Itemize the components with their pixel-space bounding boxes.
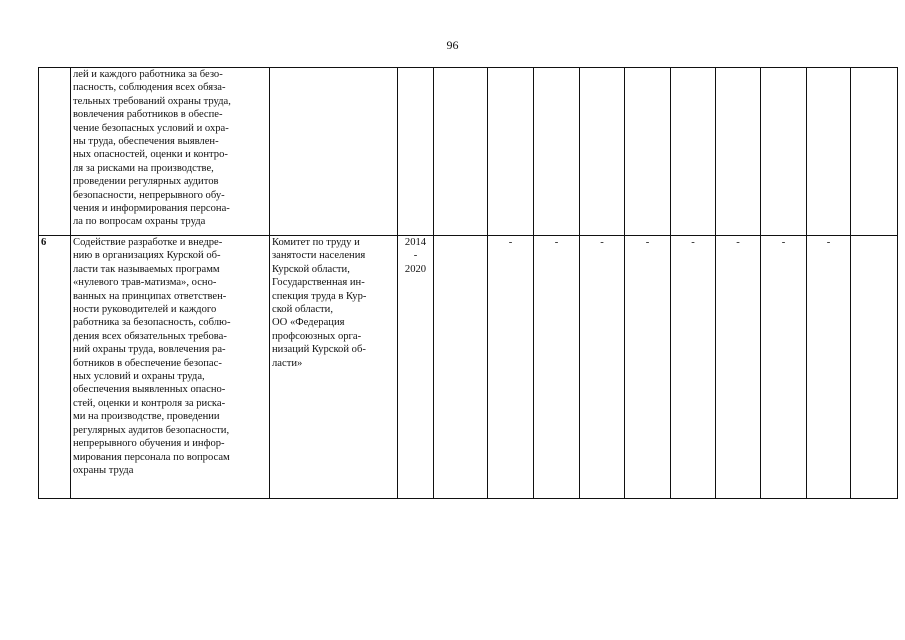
responsible-line: ской области, xyxy=(272,304,333,316)
value-cell xyxy=(534,68,580,236)
value-cell: - xyxy=(580,236,625,499)
measures-table xyxy=(38,67,898,499)
description-line: ля за рисками на производстве, xyxy=(73,162,214,174)
description-line: чение безопасных условий и охра- xyxy=(73,122,229,134)
row-number xyxy=(39,68,71,236)
value-cell: - xyxy=(625,236,671,499)
description-line: нию в организациях Курской об- xyxy=(73,250,221,262)
responsible-executors xyxy=(270,68,398,236)
description-line: ны труда, обеспечения выявлен- xyxy=(73,136,219,148)
description-line: дения всех обязательных требова- xyxy=(73,330,227,342)
description-line: непрерывного обучения и инфор- xyxy=(73,438,225,450)
description-line: ности руководителей и каждого xyxy=(73,304,217,316)
period-line: 2020 xyxy=(404,263,427,275)
value-cell: - xyxy=(671,236,716,499)
description-line: лей и каждого работника за безо- xyxy=(73,69,223,80)
description-line: ных опасностей, оценки и контро- xyxy=(73,149,228,161)
description-line: ний охраны труда, вовлечения ра- xyxy=(73,344,226,356)
page-number: 96 xyxy=(446,38,459,52)
description-line: ботников в обеспечение безопас- xyxy=(73,357,222,369)
implementation-period xyxy=(398,68,434,236)
description-line: работника за безопасность, соблю- xyxy=(73,317,231,329)
description-line: безопасности, непрерывного обу- xyxy=(73,189,225,201)
measure-description xyxy=(71,236,270,499)
responsible-line: ОО «Федерация xyxy=(272,317,345,329)
responsible-line: занятости населения xyxy=(272,250,366,262)
description-line: обеспечения выявленных опасно- xyxy=(73,384,226,396)
value-cell xyxy=(761,68,807,236)
description-line: ми на производстве, проведении xyxy=(73,411,220,423)
responsible-line: профсоюзных орга- xyxy=(272,330,362,342)
value-cell xyxy=(851,68,898,236)
description-line: «нулевого трав-матизма», осно- xyxy=(73,277,217,289)
responsible-line: спекция труда в Кур- xyxy=(272,290,367,302)
responsible-line: Курской области, xyxy=(272,263,350,275)
measure-description xyxy=(71,68,270,236)
description-line: вовлечения работников в обеспе- xyxy=(73,109,223,121)
description-line: чения и информирования персона- xyxy=(73,203,230,215)
description-line: охраны труда xyxy=(73,464,134,476)
value-cell: - xyxy=(761,236,807,499)
value-cell: - xyxy=(488,236,534,499)
value-cell xyxy=(851,236,898,499)
implementation-period xyxy=(398,236,434,499)
description-line: ных условий и охраны труда, xyxy=(73,371,205,383)
description-line: ласти так называемых программ xyxy=(73,263,220,275)
value-cell xyxy=(434,68,488,236)
value-cell: - xyxy=(716,236,761,499)
value-cell xyxy=(625,68,671,236)
responsible-line: Комитет по труду и xyxy=(272,237,360,248)
description-line: ла по вопросам охраны труда xyxy=(73,216,206,228)
responsible-line: низаций Курской об- xyxy=(272,344,366,356)
value-cell: - xyxy=(534,236,580,499)
value-cell xyxy=(488,68,534,236)
description-line: тельных требований охраны труда, xyxy=(73,95,231,107)
value-cell xyxy=(434,236,488,499)
value-cell xyxy=(716,68,761,236)
row-number: 6 xyxy=(39,236,71,499)
period-line: - xyxy=(413,250,418,262)
description-line: пасность, соблюдения всех обяза- xyxy=(73,82,226,94)
description-line: проведении регулярных аудитов xyxy=(73,176,219,188)
period-line: 2014 xyxy=(404,237,427,248)
description-line: Содействие разработке и внедре- xyxy=(73,237,223,248)
description-line: мирования персонала по вопросам xyxy=(73,451,230,463)
value-cell xyxy=(807,68,851,236)
table-row xyxy=(39,236,898,499)
responsible-line: Государственная ин- xyxy=(272,277,365,289)
table-body xyxy=(39,68,898,499)
table-row xyxy=(39,68,898,236)
responsible-line: ласти» xyxy=(272,357,303,369)
responsible-executors xyxy=(270,236,398,499)
description-line: регулярных аудитов безопасности, xyxy=(73,424,230,436)
value-cell xyxy=(580,68,625,236)
description-line: стей, оценки и контроля за риска- xyxy=(73,397,226,409)
value-cell xyxy=(671,68,716,236)
value-cell: - xyxy=(807,236,851,499)
description-line: ванных на принципах ответствен- xyxy=(73,290,227,302)
